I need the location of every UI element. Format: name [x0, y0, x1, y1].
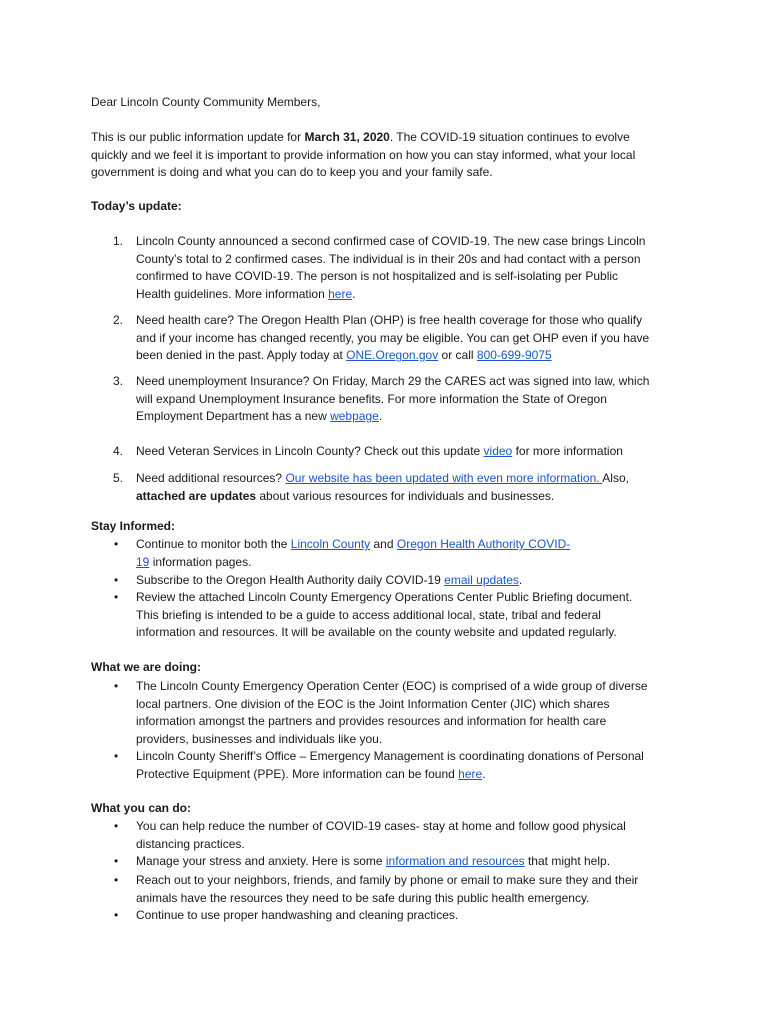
bullet: • [114, 908, 119, 922]
stay-informed-heading: Stay Informed: [91, 519, 176, 533]
bullet: • [114, 590, 119, 604]
bullet: • [114, 573, 119, 587]
cando-item-4: • Continue to use proper handwashing and cleaning practices. [91, 907, 691, 925]
intro-date: March 31, 2020 [304, 130, 390, 144]
update-item-4: 4. Need Veteran Services in Lincoln County? Check out this update video for more information [113, 444, 623, 458]
intro-paragraph: This is our public information update for March 31, 2020. The COVID-19 situation continues to evolve quickly and we feel it is important to provide information on how you can stay informed, what your local government is doing and what you can do to keep you and your family safe. [91, 130, 636, 179]
here-link-ppe[interactable]: here [458, 766, 483, 781]
todays-update-heading: Today’s update: [91, 199, 182, 213]
information-resources-link[interactable]: information and resources [385, 854, 525, 868]
doing-item-1: • The Lincoln County Emergency Operation Center (EOC) is comprised of a wide group of diverse local partners. One division of the EOC is the Joint Information Center (JIC) which shares information amongst the partners and provides resources and information for health care providers, businesses and individuals like you. [114, 679, 648, 746]
update-item-3: 3. Need unemployment Insurance? On Friday, March 29 the CARES act was signed into law, which will expand Unemployment Insurance benefits. For more information the State of Oregon Employment Department has a new webpage. [113, 374, 650, 423]
what-you-can-do-heading: What you can do: [91, 801, 191, 815]
oha-covid-link-cont[interactable]: 19 [136, 554, 150, 569]
veteran-video-link[interactable]: video [483, 444, 513, 458]
one-oregon-link[interactable]: ONE.Oregon.gov [346, 348, 439, 362]
update-item-1: 1. Lincoln County announced a second confirmed case of COVID-19. The new case brings Lincoln County’s total to 2 confirmed cases. The individual is in their 20s and had contact with a person confirmed to have COVID-19. The person is not hospitalized and is self-isolating per Public Health guidelines. More information here. [113, 234, 646, 301]
bullet: • [114, 749, 119, 763]
stay-item-2: • Subscribe to the Oregon Health Authority daily COVID-19 email updates. [91, 572, 691, 590]
employment-webpage-link[interactable]: webpage [330, 409, 379, 423]
bullet: • [114, 854, 119, 868]
update-item-5: 5. Need additional resources? Our website has been updated with even more information. Also, attached are updates about various resources for individuals and businesses. [113, 471, 629, 503]
bullet: • [114, 679, 119, 693]
cando-item-3: • Reach out to your neighbors, friends, and family by phone or email to make sure they and their animals have the resources they need to be safe during this public health emergency. [114, 873, 639, 905]
lincoln-county-link[interactable]: Lincoln County [290, 537, 371, 551]
stay-item-1: • Continue to monitor both the Lincoln County and Oregon Health Authority COVID- 19 information pages. [114, 537, 571, 569]
here-link-case-info[interactable]: here [328, 286, 353, 301]
bullet: • [114, 873, 119, 887]
oha-covid-link[interactable]: Oregon Health Authority COVID- [396, 537, 571, 551]
salutation: Dear Lincoln County Community Members, [91, 95, 321, 109]
update-item-2: 2. Need health care? The Oregon Health Plan (OHP) is free health coverage for those who qualify and if your income has changed recently, you may be eligible. You can get OHP even if you have been denied in the past. Apply today at ONE.Oregon.gov or call 800-699-9075 [113, 313, 650, 362]
website-updated-link[interactable]: Our website has been updated with even more information. [285, 471, 603, 485]
what-we-are-doing-heading: What we are doing: [91, 660, 202, 674]
doing-item-2: • Lincoln County Sheriff’s Office – Emergency Management is coordinating donations of Personal Protective Equipment (PPE). More information can be found here. [114, 749, 644, 781]
stay-item-3: • Review the attached Lincoln County Emergency Operations Center Public Briefing document. This briefing is intended to be a guide to access additional local, state, tribal and federal information and resources. It will be available on the county website and updated regularly. [114, 590, 633, 639]
bullet: • [114, 537, 119, 551]
bullet: • [114, 819, 119, 833]
ohp-phone-link[interactable]: 800-699-9075 [476, 348, 552, 362]
email-updates-link[interactable]: email updates [444, 573, 519, 587]
cando-item-2: • Manage your stress and anxiety. Here is some information and resources that might help. [91, 853, 691, 871]
cando-item-1: • You can help reduce the number of COVID-19 cases- stay at home and follow good physical distancing practices. [114, 819, 626, 851]
